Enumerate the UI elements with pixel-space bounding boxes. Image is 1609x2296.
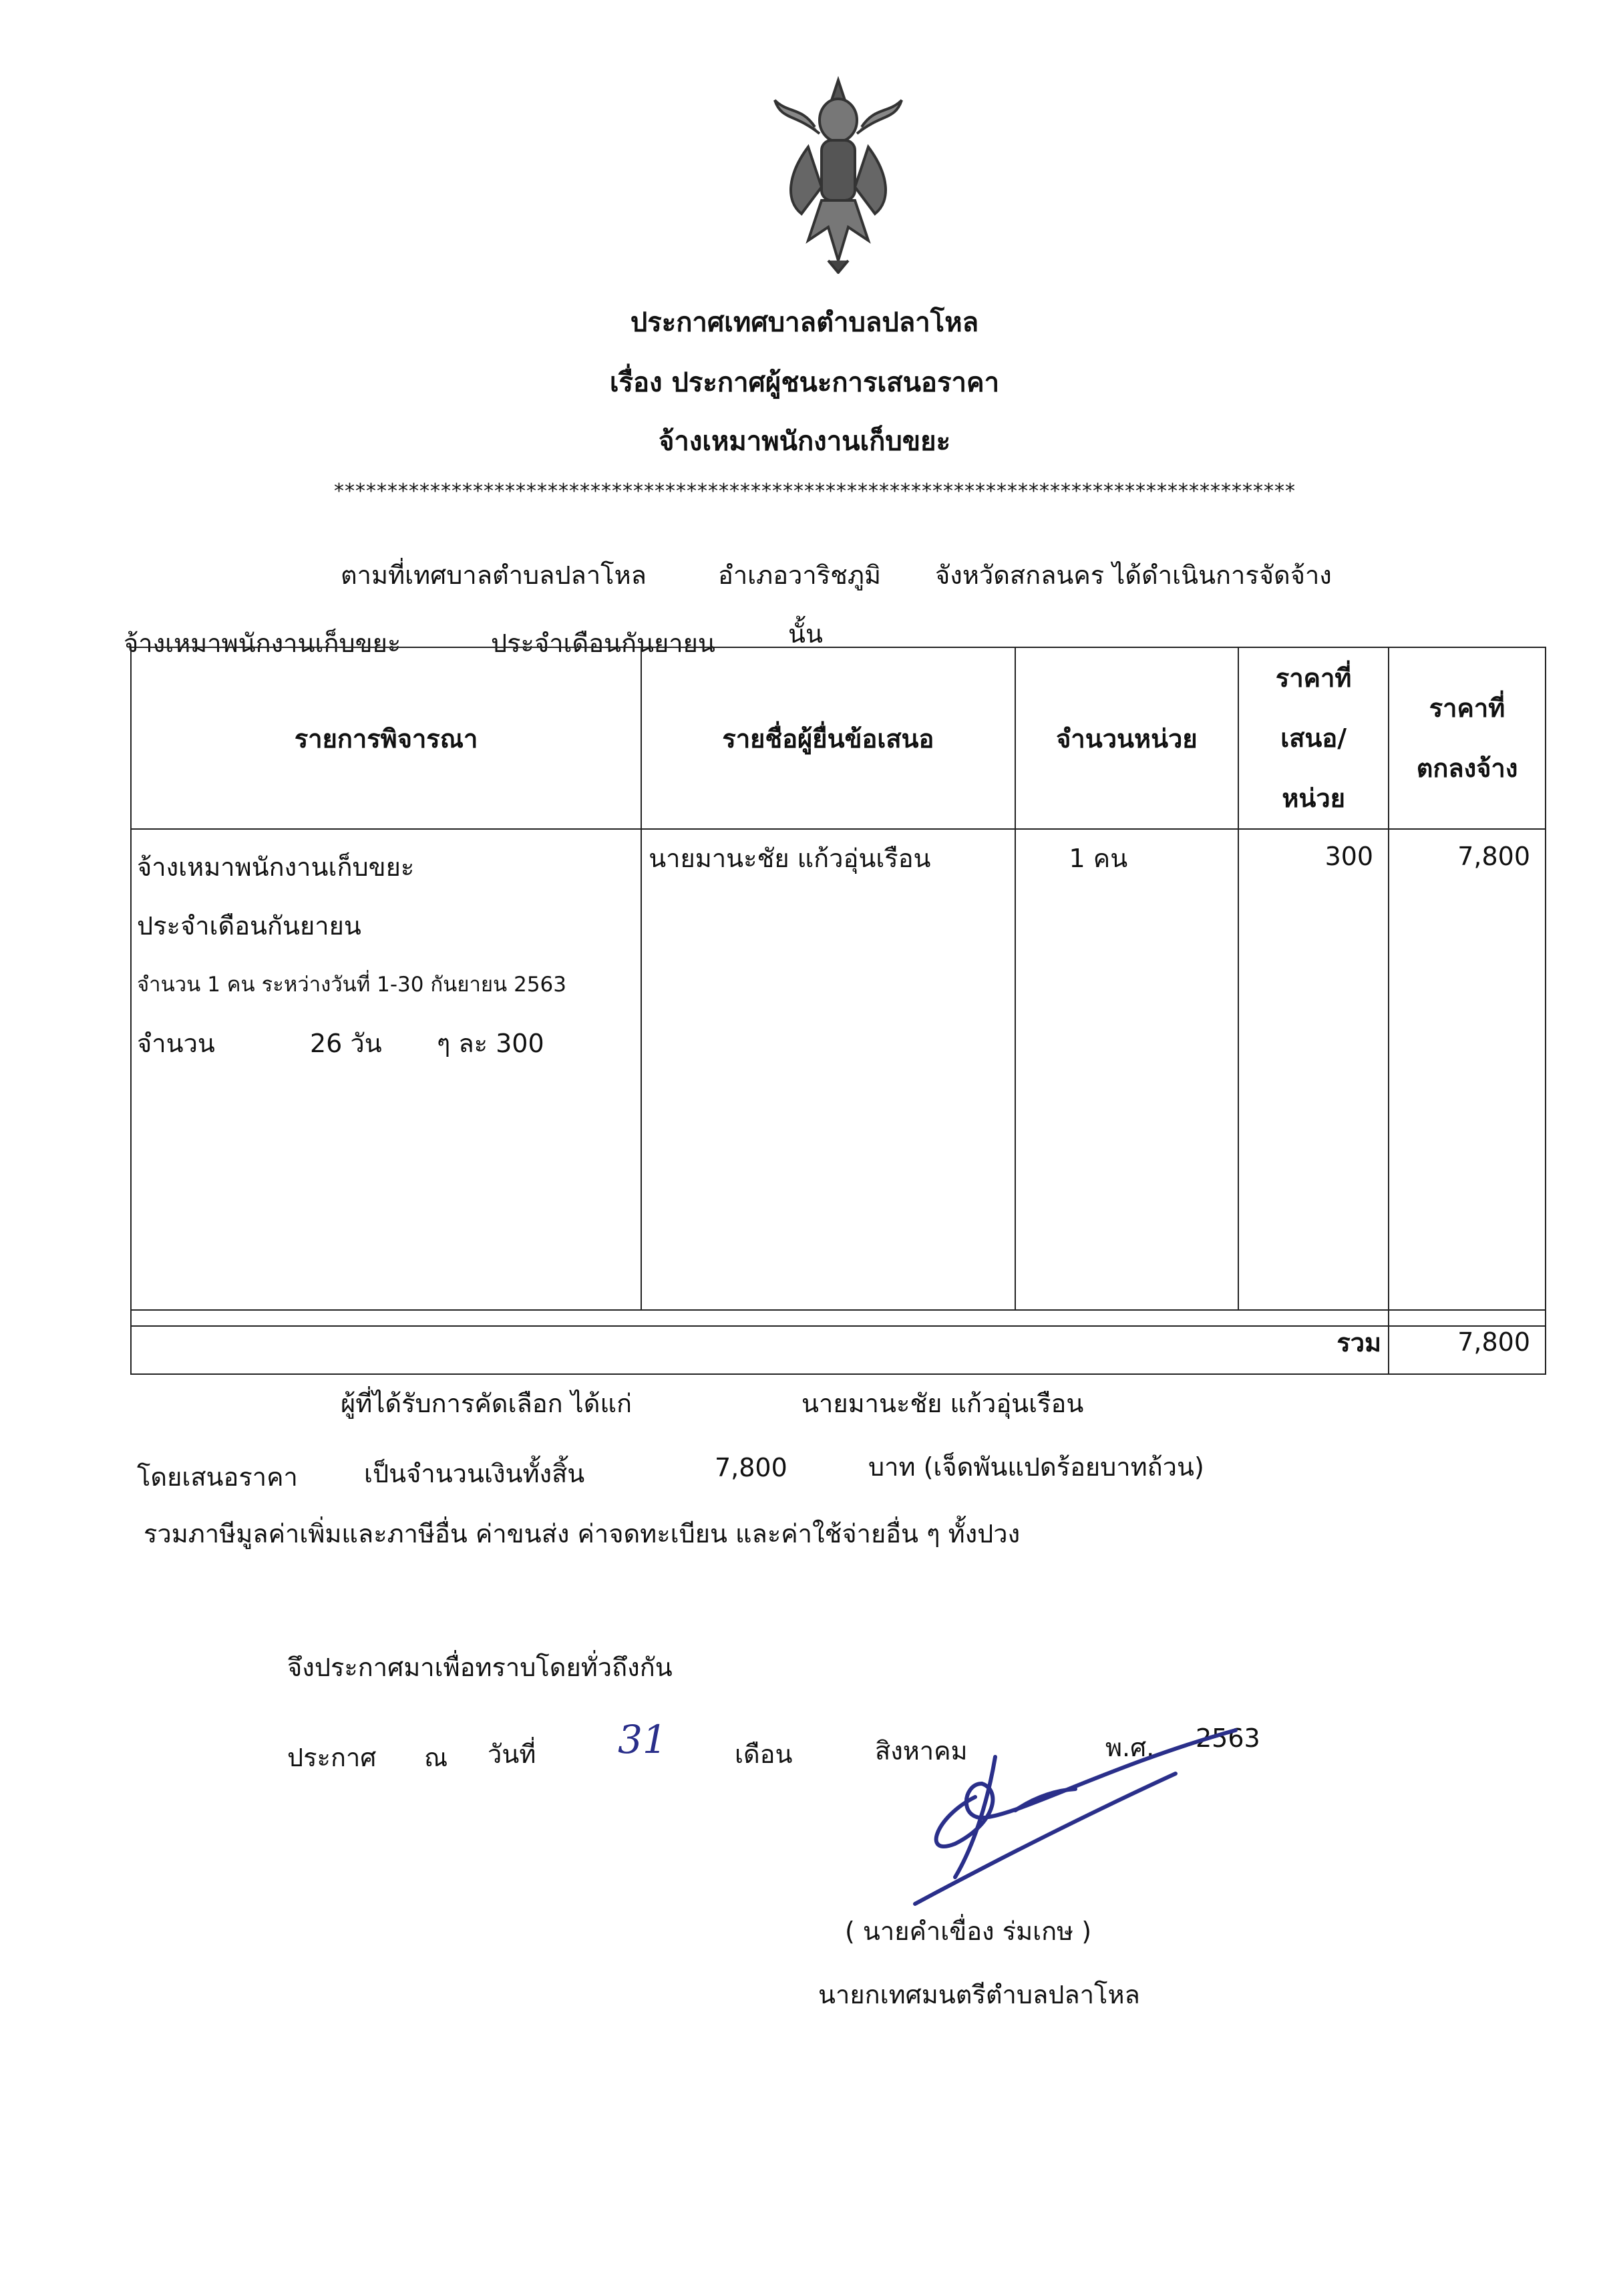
tax-note: รวมภาษีมูลค่าเพิ่มและภาษีอื่น ค่าขนส่ง ค่าจดทะเบียน และค่าใช้จ่ายอื่น ๆ ทั้งปวง xyxy=(144,1519,1021,1548)
selected-label: ผู้ที่ได้รับการคัดเลือก ได้แก่ xyxy=(341,1389,632,1418)
header-price-line2: หน่วย xyxy=(1282,784,1345,813)
price-cell: 300 xyxy=(1238,829,1389,1310)
total-row xyxy=(131,1310,1546,1374)
intro-line1-b: อำเภอวาริชภูมิ xyxy=(718,560,881,590)
subject-line: เรื่อง ประกาศผู้ชนะการเสนอราคา xyxy=(609,367,1000,398)
item-line3: จำนวน 1 คน ระหว่างวันที่ 1-30 กันยายน 2563 xyxy=(137,973,566,997)
item-cell xyxy=(131,829,641,1310)
day-label: วันที่ xyxy=(488,1740,536,1769)
item-line4-b: 26 วัน xyxy=(310,1029,382,1058)
item-line2: ประจำเดือนกันยายน xyxy=(137,911,361,941)
amount-value: 7,800 xyxy=(715,1453,787,1482)
item-line4-a: จำนวน xyxy=(137,1029,215,1058)
header-bidder: รายชื่อผู้ยื่นข้อเสนอ xyxy=(641,647,1015,829)
amount-text: บาท (เจ็ดพันแปดร้อยบาทถ้วน) xyxy=(868,1452,1204,1482)
intro-line1-c: จังหวัดสกลนคร ได้ดำเนินการจัดจ้าง xyxy=(935,560,1332,590)
org-title: ประกาศเทศบาลตำบลปลาโหล xyxy=(630,307,979,338)
intro-line2-a: จ้างเหมาพนักงานเก็บขยะ xyxy=(124,629,401,658)
bidder-cell: นายมานะชัย แก้วอุ่นเรือน xyxy=(641,829,1015,1310)
year-label: พ.ศ. xyxy=(1105,1733,1155,1762)
item-line4 xyxy=(137,1014,641,1073)
year-value: 2563 xyxy=(1196,1724,1260,1753)
announced-at: ประกาศ xyxy=(287,1743,377,1772)
agreed-cell: 7,800 xyxy=(1389,829,1546,1310)
handwritten-day: 31 xyxy=(618,1717,667,1762)
intro-line1-a: ตามที่เทศบาลตำบลปลาโหล xyxy=(341,560,647,590)
total-value: 7,800 xyxy=(1389,1310,1546,1374)
item-line4-c: ๆ ละ 300 xyxy=(436,1029,544,1058)
signature-image xyxy=(895,1710,1256,1911)
header-price-line1: ราคาที่เสนอ/ xyxy=(1275,663,1352,753)
header-agreed-line2: ตกลงจ้าง xyxy=(1416,754,1518,783)
bid-table xyxy=(130,647,1546,1375)
table-bottom-line xyxy=(130,1325,1546,1327)
qty-cell: 1 คน xyxy=(1015,829,1239,1310)
offer-label: โดยเสนอราคา xyxy=(137,1462,298,1492)
selected-name: นายมานะชัย แก้วอุ่นเรือน xyxy=(801,1389,1084,1418)
signer-name: ( นายคำเขื่อง ร่มเกษ ) xyxy=(845,1917,1092,1946)
intro-line2-b: ประจำเดือนกันยายน xyxy=(491,629,715,658)
at-label: ณ xyxy=(424,1743,448,1772)
header-price xyxy=(1238,647,1389,829)
separator-line: ****************************************************************************************** xyxy=(334,480,1296,503)
header-agreed xyxy=(1389,647,1546,829)
total-label: รวม xyxy=(131,1310,1389,1374)
garuda-emblem xyxy=(768,73,908,274)
item-line1: จ้างเหมาพนักงานเก็บขยะ xyxy=(137,852,415,882)
header-qty: จำนวนหน่วย xyxy=(1015,647,1239,829)
amount-label: เป็นจำนวนเงินทั้งสิ้น xyxy=(364,1459,585,1488)
month-value: สิงหาคม xyxy=(875,1736,968,1766)
header-agreed-line1: ราคาที่ xyxy=(1429,693,1505,723)
signer-position: นายกเทศมนตรีตำบลปลาโหล xyxy=(818,1980,1140,2009)
announce-text: จึงประกาศมาเพื่อทราบโดยทั่วถึงกัน xyxy=(287,1653,673,1682)
intro-line2-c: นั้น xyxy=(788,619,823,649)
table-row xyxy=(131,829,1546,1310)
project-line: จ้างเหมาพนักงานเก็บขยะ xyxy=(658,426,951,457)
header-item: รายการพิจารณา xyxy=(131,647,641,829)
month-label: เดือน xyxy=(735,1740,793,1769)
